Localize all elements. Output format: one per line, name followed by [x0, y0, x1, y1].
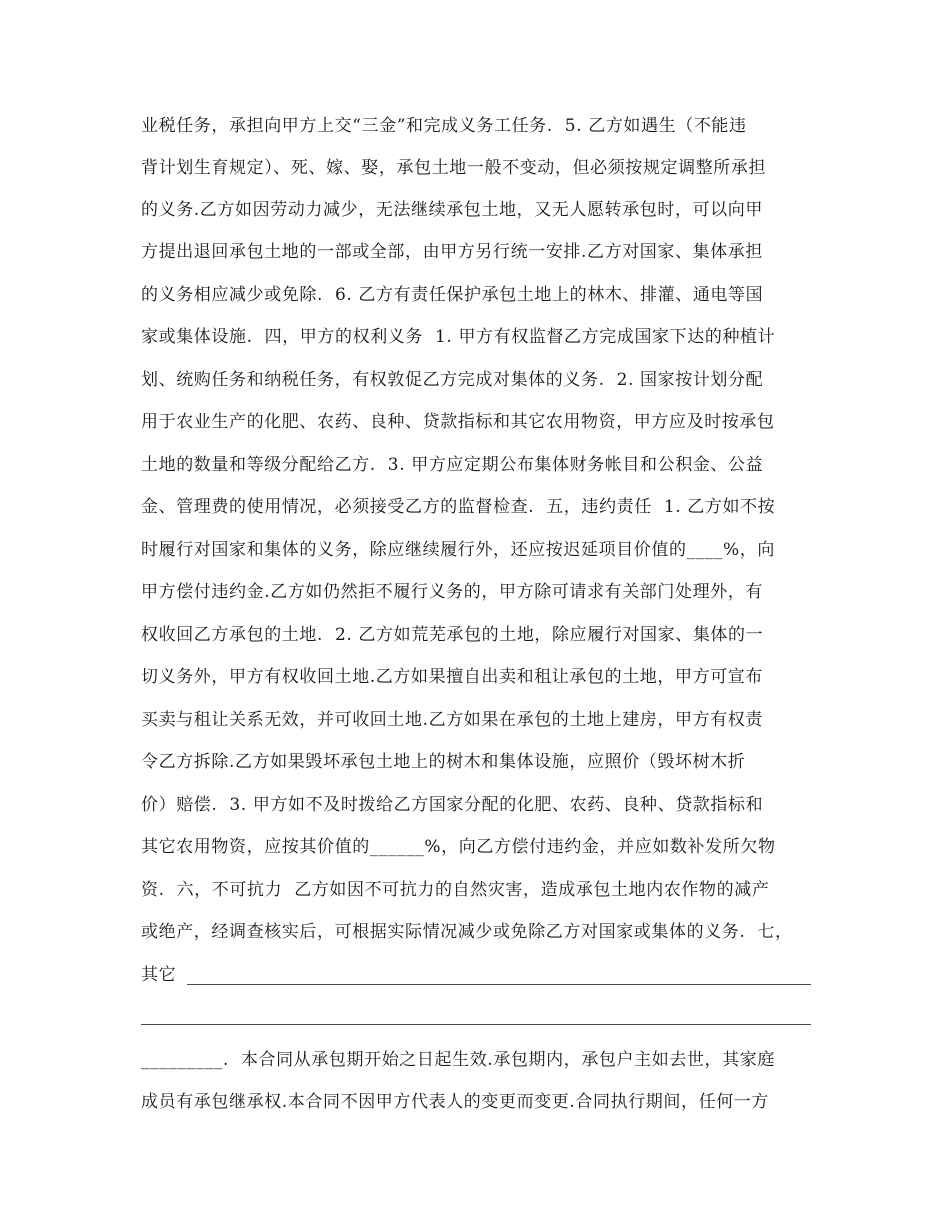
text-line: 业税任务，承担向甲方上交“三金”和完成义务工任务. 5. 乙方如遇生（不能违 — [141, 116, 747, 136]
text-line: 方提出退回承包土地的一部或全部，由甲方另行统一安排.乙方对国家、集体承担 — [141, 242, 764, 262]
blank-fill-line — [187, 984, 811, 985]
text-line: 的义务相应减少或免除. 6. 乙方有责任保护承包土地上的林木、排灌、通电等国 — [141, 285, 764, 305]
text-line: 金、管理费的使用情况，必须接受乙方的监督检查. 五，违约责任 1. 乙方如不按 — [141, 497, 776, 517]
text-line: 用于农业生产的化肥、农药、良种、贷款指标和其它农用物资，甲方应及时按承包 — [141, 412, 775, 432]
text-line: 令乙方拆除.乙方如果毁坏承包土地上的树木和集体设施，应照价（毁坏树木折 — [141, 752, 746, 772]
text-line: 甲方偿付违约金.乙方如仍然拒不履行义务的，甲方除可请求有关部门处理外，有 — [141, 582, 764, 602]
text-line: 切义务外，甲方有权收回土地.乙方如果擅自出卖和租让承包的土地，甲方可宣布 — [141, 667, 764, 687]
text-line: 土地的数量和等级分配给乙方. 3. 甲方应定期公布集体财务帐目和公积金、公益 — [141, 455, 764, 475]
text-line: 资. 六，不可抗力 乙方如因不可抗力的自然灾害，造成承包土地内农作物的减产 — [141, 880, 770, 900]
text-line: 背计划生育规定）、死、嫁、娶，承包土地一般不变动，但必须按规定调整所承担 — [141, 158, 767, 178]
text-line: 买卖与租让关系无效，并可收回土地.乙方如果在承包的土地上建房，甲方有权责 — [141, 710, 764, 730]
text-line: 时履行对国家和集体的义务，除应继续履行外，还应按迟延项目价值的____%，向 — [141, 540, 775, 560]
text-line: 的义务.乙方如因劳动力减少，无法继续承包土地，又无人愿转承包时，可以向甲 — [141, 200, 764, 220]
text-line: 其它 — [141, 965, 177, 985]
text-line: 权收回乙方承包的土地. 2. 乙方如荒芜承包的土地，除应履行对国家、集体的一 — [141, 625, 764, 645]
text-line: 成员有承包继承权.本合同不因甲方代表人的变更而变更.合同执行期间，任何一方 — [141, 1092, 770, 1112]
text-line: 家或集体设施. 四，甲方的权利义务 1. 甲方有权监督乙方完成国家下达的种植计 — [141, 327, 776, 347]
text-line: _________. 本合同从承包期开始之日起生效.承包期内，承包户主如去世，其家庭 — [141, 1050, 775, 1070]
text-line: 其它农用物资，应按其价值的______%，向乙方偿付违约金，并应如数补发所欠物 — [141, 837, 776, 857]
blank-fill-line — [141, 1024, 811, 1025]
text-line: 或绝产，经调查核实后，可根据实际情况减少或免除乙方对国家或集体的义务. 七， — [141, 922, 793, 942]
text-line: 划、统购任务和纳税任务，有权敦促乙方完成对集体的义务. 2. 国家按计划分配 — [141, 370, 764, 390]
text-line: 价）赔偿. 3. 甲方如不及时拨给乙方国家分配的化肥、农药、良种、贷款指标和 — [141, 795, 764, 815]
